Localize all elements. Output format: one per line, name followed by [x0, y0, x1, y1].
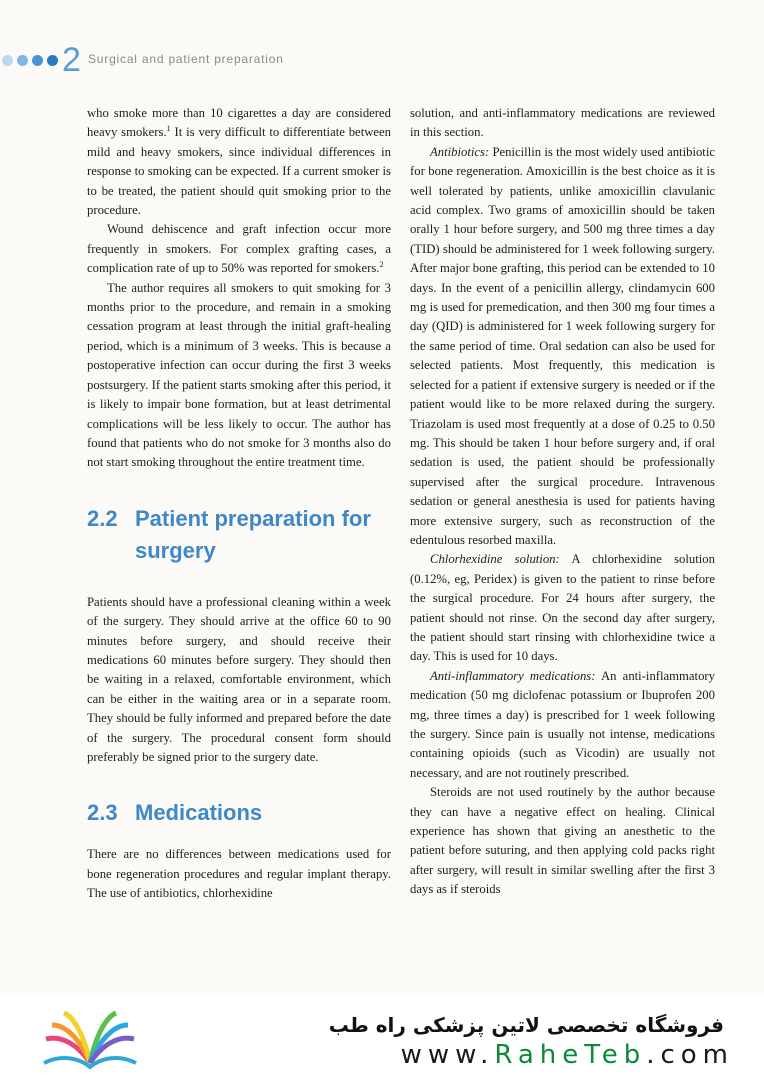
paragraph: Steroids are not used routinely by the author because they can have a negative effect on healing. Clinical experience has shown that giving an anesthetic to the patient before suturing, and then applying cold packs right after surgery, will result in similar swelling after the first 3 days as if steroids — [410, 785, 715, 897]
left-column — [87, 104, 391, 904]
open-book-logo-icon — [40, 1005, 140, 1071]
dot-icon — [17, 55, 28, 66]
store-name: فروشگاه تخصصی لاتین پزشکی راه طب — [328, 1013, 724, 1037]
paragraph: Antibiotics: Penicillin is the most widely used antibiotic for bone regeneration. Amoxicillin is the best choice as it is well tolerated by patients, unlike amoxicillin clavulanic acid complex. Two grams of amoxicillin should be taken orally 1 hour before surgery, and 500 mg three times a day (TID) should be administered for 1 week following surgery. After major bone grafting, this period can be extended to 10 days. In the event of a penicillin allergy, clindamycin 600 mg is used for premedication, and then 300 mg four times a day (QID) is administered for 1 week following surgery for the same period of time. Oral sedation can also be used for selected patients. Most frequently, this medication is selected for a patient if extensive surgery is needed or if the patient would like to be more relaxed during the surgery. Triazolam is used most frequently at a dose of 0.25 to 0.50 mg. This should be taken 1 hour before surgery and, if oral sedation is used, the patient should be professionally supervised after the surgical procedure. Intravenous sedation or general anesthesia is used for patients having more extensive surgery, such as reconstruction of the edentulous resorbed maxilla. — [410, 144, 715, 547]
lead-in-chlorhexidine: Chlorhexidine solution: — [430, 552, 560, 567]
chapter-number: 2 — [62, 41, 81, 79]
paragraph: There are no differences between medications used for bone regeneration procedures and regular implant therapy. The use of antibiotics, chlorhexidine — [87, 847, 391, 901]
right-column — [410, 104, 715, 900]
paragraph: Anti-inflammatory medications: An anti-inflammatory medication (50 mg diclofenac potassium or Ibuprofen 200 mg, three times a day) is prescribed for 1 week following the surgery. Since pain is usually not intense, medications containing opioids (such as Vicodin) are usually not necessary, and are not routinely prescribed. — [410, 668, 715, 780]
section-heading-2-3 — [87, 797, 391, 829]
store-banner[interactable] — [0, 995, 764, 1080]
dot-icon — [2, 55, 13, 66]
paragraph: Chlorhexidine solution: A chlorhexidine solution (0.12%, eg, Peridex) is given to the patient to rinse before the surgical procedure. For 24 hours after surgery, the patient should not rinse. On the second day after surgery, the patient should start rinsing with chlorhexidine twice a day. This is used for 10 days. — [410, 552, 715, 664]
section-title: Medications — [135, 800, 263, 826]
section-title: Patient preparation for surgery — [135, 505, 371, 563]
paragraph: who smoke more than 10 cigarettes a day are considered heavy smokers.$^1$ It is very difficult to differentiate between mild and heavy smokers, since individual differences in response to smoking can be expected. If a current smoker is to be treated, the patient should quit smoking prior to the procedure. — [87, 106, 391, 218]
running-header — [0, 40, 764, 80]
dot-icon — [47, 55, 58, 66]
citation-ref: 1 — [166, 124, 171, 134]
chapter-title: Surgical and patient preparation — [88, 52, 284, 66]
paragraph: Wound dehiscence and graft infection occur more frequently in smokers. For complex grafting cases, a complication rate of up to 50% was reported for smokers.$^2$ — [87, 222, 391, 276]
lead-in-anti-inflammatory: Anti-inflammatory medications: — [430, 668, 596, 683]
dot-icon — [32, 55, 43, 66]
paragraph: solution, and anti-inflammatory medications are reviewed in this section. — [410, 106, 715, 140]
section-number: 2.2 — [87, 505, 118, 531]
store-url-link[interactable]: www.RaheTeb.com — [400, 1040, 734, 1070]
citation-ref: 2 — [379, 260, 384, 270]
paragraph: Patients should have a professional cleaning within a week of the surgery. They should arrive at the office 60 to 90 minutes before surgery, and should receive their medications 60 minutes before surgery. They should then be waiting in a relaxed, comfortable environment, which can be either in the waiting area or in a separate room. They should be fully informed and prepared before the date of the surgery. The procedural consent form should preferably be signed prior to the surgery date. — [87, 594, 391, 764]
lead-in-antibiotics: Antibiotics: — [430, 144, 490, 159]
section-number: 2.3 — [87, 800, 118, 826]
chapter-dots — [2, 53, 58, 67]
section-heading-2-2 — [87, 503, 391, 567]
paragraph: The author requires all smokers to quit smoking for 3 months prior to the procedure, and remain in a smoking cessation program at least through the initial graft-healing period, which is a minimum of 3 weeks. This is because a postoperative infection can occur during the first 3 weeks postsurgery. If the patient starts smoking after this period, it is likely to impair bone formation, but at least detrimental complications will be less likely to occur. The author has found that patients who do not smoke for 3 months also do not start smoking throughout the entire treatment time. — [87, 280, 391, 470]
